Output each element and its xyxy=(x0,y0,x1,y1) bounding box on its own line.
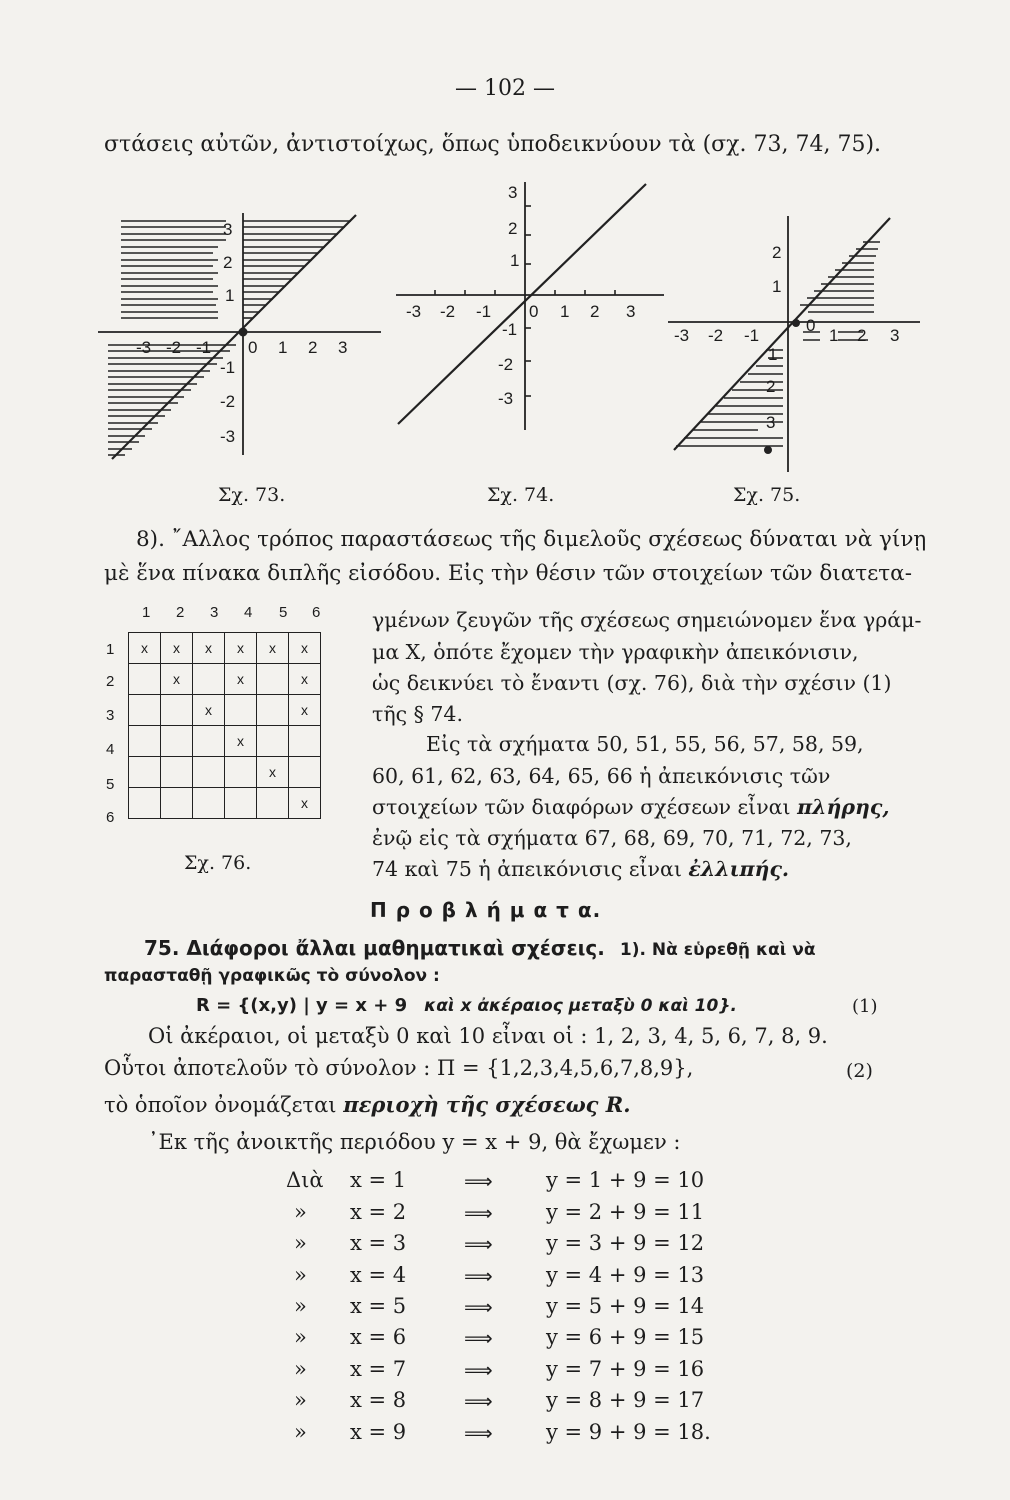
open-sentence-line: ᾿Εκ τῆς ἀνοικτῆς περιόδου y = x + 9, θὰ ἔχωμεν : xyxy=(148,1130,681,1154)
paragraph-text: στοιχείων τῶν διαφόρων σχέσεων εἶναι xyxy=(372,795,791,819)
table-cell xyxy=(161,695,193,726)
calc-x: x = 8 xyxy=(350,1388,407,1412)
table-cell xyxy=(257,664,289,695)
fig73-x-tick: -1 xyxy=(196,338,212,357)
fig73-y-tick: 1 xyxy=(225,286,235,305)
calc-y: y = 8 + 9 = 17 xyxy=(546,1388,705,1412)
fig73-x-tick: 1 xyxy=(278,338,288,357)
table-cell: x xyxy=(289,664,321,695)
table-cell xyxy=(161,757,193,788)
fig74-y-tick: -1 xyxy=(502,320,518,339)
calc-lead: » xyxy=(294,1263,307,1287)
fig74-y-tick: -2 xyxy=(498,355,514,374)
named-line xyxy=(104,1092,631,1117)
implies-arrow-icon: ⟹ xyxy=(464,1389,493,1413)
calc-lead: » xyxy=(294,1294,307,1318)
implies-arrow-icon: ⟹ xyxy=(464,1169,493,1193)
fig75-y-tick: 3 xyxy=(766,413,776,432)
calc-y: y = 7 + 9 = 16 xyxy=(546,1357,705,1381)
fig75-x-tick: 2 xyxy=(857,326,867,345)
calc-lead: » xyxy=(294,1231,307,1255)
figure-75 xyxy=(668,210,924,475)
table76-row-header: 6 xyxy=(106,809,115,826)
fig74-y-tick: 2 xyxy=(508,219,518,238)
fig74-y-tick: -3 xyxy=(498,389,514,408)
fig73-y-tick: -2 xyxy=(220,392,236,411)
table-cell: x xyxy=(225,726,257,757)
implies-arrow-icon: ⟹ xyxy=(464,1295,493,1319)
calc-x: x = 7 xyxy=(350,1357,407,1381)
fig73-y-tick: 2 xyxy=(223,253,233,272)
paragraph-line: 60, 61, 62, 63, 64, 65, 66 ἡ ἀπεικόνισις τῶν xyxy=(372,764,831,788)
fig75-x-tick: -2 xyxy=(708,326,724,345)
paragraph-line xyxy=(372,795,890,819)
fig75-x-tick: 0 xyxy=(806,316,816,335)
paragraph-line xyxy=(372,857,789,881)
implies-arrow-icon: ⟹ xyxy=(464,1421,493,1445)
calc-lead: » xyxy=(294,1200,307,1224)
fig73-y-tick: -3 xyxy=(220,427,236,446)
section75-task: 1). Νὰ εὑρεθῇ καὶ νὰ xyxy=(619,940,816,960)
fig73-x-tick: 3 xyxy=(338,338,348,357)
table76-col-header: 1 xyxy=(142,604,151,621)
section75-title-line xyxy=(144,936,816,961)
figure-75-caption: Σχ. 75. xyxy=(733,484,801,506)
paragraph-line: τῆς § 74. xyxy=(372,702,463,726)
table76-row-header: 5 xyxy=(106,776,115,793)
table76-col-header: 5 xyxy=(279,604,288,621)
fig73-x-tick: 0 xyxy=(248,338,258,357)
fig74-x-tick: 3 xyxy=(626,302,636,321)
fig75-x-tick: 1 xyxy=(829,326,839,345)
paragraph-line: μα X, ὁπότε ἔχομεν τὴν γραφικὴν ἀπεικόνισιν, xyxy=(372,640,859,664)
fig75-y-tick: 2 xyxy=(772,243,782,262)
paragraph-line: Εἰς τὰ σχήματα 50, 51, 55, 56, 57, 58, 59, xyxy=(426,732,864,756)
calc-lead: Διὰ xyxy=(286,1168,324,1192)
table-cell xyxy=(129,726,161,757)
table-cell: x xyxy=(257,633,289,664)
fig75-y-tick: 2 xyxy=(766,377,776,396)
table-cell xyxy=(225,695,257,726)
emphasis-incomplete: ἐλλιπής. xyxy=(688,857,790,881)
table-cell xyxy=(193,788,225,819)
table76-grid xyxy=(128,632,321,819)
fig73-x-tick: -2 xyxy=(166,338,182,357)
calc-x: x = 2 xyxy=(350,1200,407,1224)
table-cell xyxy=(257,695,289,726)
problems-heading: Π ρ ο β λ ή μ α τ α. xyxy=(370,898,602,922)
table-cell xyxy=(289,726,321,757)
fig74-x-tick: -3 xyxy=(406,302,422,321)
table-cell: x xyxy=(161,633,193,664)
table76-col-header: 4 xyxy=(244,604,253,621)
fig75-x-tick: 3 xyxy=(890,326,900,345)
table76-row-header: 1 xyxy=(106,641,115,658)
calc-x: x = 9 xyxy=(350,1420,407,1444)
table-cell xyxy=(129,757,161,788)
table-cell xyxy=(193,664,225,695)
table-cell xyxy=(257,726,289,757)
section8-line1: 8). ῎Αλλος τρόπος παραστάσεως τῆς διμελοῦς σχέσεως δύναται νὰ γίνῃ xyxy=(136,527,927,552)
fig74-y-tick: 1 xyxy=(510,251,520,270)
table-cell: x xyxy=(193,695,225,726)
fig73-y-tick: -1 xyxy=(220,358,236,377)
table-cell xyxy=(161,726,193,757)
implies-arrow-icon: ⟹ xyxy=(464,1358,493,1382)
implies-arrow-icon: ⟹ xyxy=(464,1326,493,1350)
paragraph-text: 74 καὶ 75 ἡ ἀπεικόνισις εἶναι xyxy=(372,857,682,881)
table-cell: x xyxy=(257,757,289,788)
table-cell xyxy=(225,788,257,819)
table-cell: x xyxy=(225,664,257,695)
table76-col-header: 3 xyxy=(210,604,219,621)
table-cell: x xyxy=(289,695,321,726)
fig74-x-tick: -1 xyxy=(476,302,492,321)
figure-73 xyxy=(98,205,388,470)
paragraph-line: ἐνῷ εἰς τὰ σχήματα 67, 68, 69, 70, 71, 72, 73, xyxy=(372,826,852,850)
fig75-x-tick: -3 xyxy=(674,326,690,345)
implies-arrow-icon: ⟹ xyxy=(464,1201,493,1225)
table76-col-header: 2 xyxy=(176,604,185,621)
calc-y: y = 4 + 9 = 13 xyxy=(546,1263,705,1287)
table-cell: x xyxy=(289,633,321,664)
equation-number-2: (2) xyxy=(846,1060,873,1082)
fig74-x-tick: -2 xyxy=(440,302,456,321)
paragraph-line: γμένων ζευγῶν τῆς σχέσεως σημειώνομεν ἕνα γράμ- xyxy=(372,608,922,632)
calc-x: x = 5 xyxy=(350,1294,407,1318)
table-cell: x xyxy=(289,788,321,819)
figure-76-caption: Σχ. 76. xyxy=(184,852,252,874)
figure-73-caption: Σχ. 73. xyxy=(218,484,286,506)
set-definition-condition: καὶ x ἀκέραιος μεταξὺ 0 καὶ 10}. xyxy=(424,996,737,1016)
named-emphasis: περιοχὴ τῆς σχέσεως R. xyxy=(343,1092,631,1117)
table-cell xyxy=(161,788,193,819)
fig75-y-tick: 1 xyxy=(772,277,782,296)
fig73-x-tick: -3 xyxy=(136,338,152,357)
implies-arrow-icon: ⟹ xyxy=(464,1264,493,1288)
table-cell xyxy=(289,757,321,788)
calc-lead: » xyxy=(294,1420,307,1444)
fig74-x-tick: 0 xyxy=(529,302,539,321)
table-cell xyxy=(225,757,257,788)
table-cell xyxy=(257,788,289,819)
calc-y: y = 6 + 9 = 15 xyxy=(546,1325,705,1349)
table-cell xyxy=(193,726,225,757)
section75-title: 75. Διάφοροι ἄλλαι μαθηματικαὶ σχέσεις. xyxy=(144,936,605,960)
fig75-x-tick: -1 xyxy=(744,326,760,345)
table76-col-header: 6 xyxy=(312,604,321,621)
page-number: — 102 — xyxy=(455,76,555,101)
calc-y: y = 2 + 9 = 11 xyxy=(546,1200,705,1224)
figure-74-caption: Σχ. 74. xyxy=(487,484,555,506)
calc-y: y = 3 + 9 = 12 xyxy=(546,1231,705,1255)
calc-x: x = 4 xyxy=(350,1263,407,1287)
implies-arrow-icon: ⟹ xyxy=(464,1232,493,1256)
section75-task-cont: παρασταθῇ γραφικῶς τὸ σύνολον : xyxy=(104,966,440,986)
fig74-x-tick: 2 xyxy=(590,302,600,321)
table-cell: x xyxy=(129,633,161,664)
set-definition xyxy=(196,992,737,1017)
fig73-x-tick: 2 xyxy=(308,338,318,357)
table-cell xyxy=(193,757,225,788)
domain-line: Οὗτοι ἀποτελοῦν τὸ σύνολον : Π = {1,2,3,4,5,6,7,8,9}, xyxy=(104,1056,694,1080)
table-cell xyxy=(129,788,161,819)
fig75-y-tick: 1 xyxy=(768,345,778,364)
table76-row-header: 3 xyxy=(106,707,115,724)
table-cell: x xyxy=(161,664,193,695)
fig74-x-tick: 1 xyxy=(560,302,570,321)
table76-row-header: 2 xyxy=(106,673,115,690)
calc-lead: » xyxy=(294,1325,307,1349)
paragraph-line: ὡς δεικνύει τὸ ἔναντι (σχ. 76), διὰ τὴν σχέσιν (1) xyxy=(372,671,892,695)
intro-line: στάσεις αὐτῶν, ἀντιστοίχως, ὅπως ὑποδεικνύουν τὰ (σχ. 73, 74, 75). xyxy=(104,132,882,157)
table-cell xyxy=(129,664,161,695)
fig73-y-tick: 3 xyxy=(223,220,233,239)
equation-number-1: (1) xyxy=(852,996,878,1017)
integers-line: Οἱ ἀκέραιοι, οἱ μεταξὺ 0 καὶ 10 εἶναι οἱ : 1, 2, 3, 4, 5, 6, 7, 8, 9. xyxy=(148,1024,828,1048)
fig74-y-tick: 3 xyxy=(508,183,518,202)
calc-x: x = 1 xyxy=(350,1168,407,1192)
table76-row-header: 4 xyxy=(106,741,115,758)
calc-lead: » xyxy=(294,1388,307,1412)
figure-74 xyxy=(392,178,670,438)
set-definition-formula: R = {(x,y) | y = x + 9 xyxy=(196,995,408,1016)
table-cell: x xyxy=(193,633,225,664)
calc-y: y = 9 + 9 = 18. xyxy=(546,1420,711,1444)
named-text: τὸ ὁποῖον ὀνομάζεται xyxy=(104,1093,337,1117)
emphasis-complete: πλήρης, xyxy=(797,795,890,819)
calc-y: y = 5 + 9 = 14 xyxy=(546,1294,705,1318)
calc-y: y = 1 + 9 = 10 xyxy=(546,1168,705,1192)
calc-x: x = 6 xyxy=(350,1325,407,1349)
calc-lead: » xyxy=(294,1357,307,1381)
table-cell: x xyxy=(225,633,257,664)
section8-line2: μὲ ἕνα πίνακα διπλῆς εἰσόδου. Εἰς τὴν θέσιν τῶν στοιχείων τῶν διατετα- xyxy=(104,561,912,586)
table-cell xyxy=(129,695,161,726)
calc-x: x = 3 xyxy=(350,1231,407,1255)
